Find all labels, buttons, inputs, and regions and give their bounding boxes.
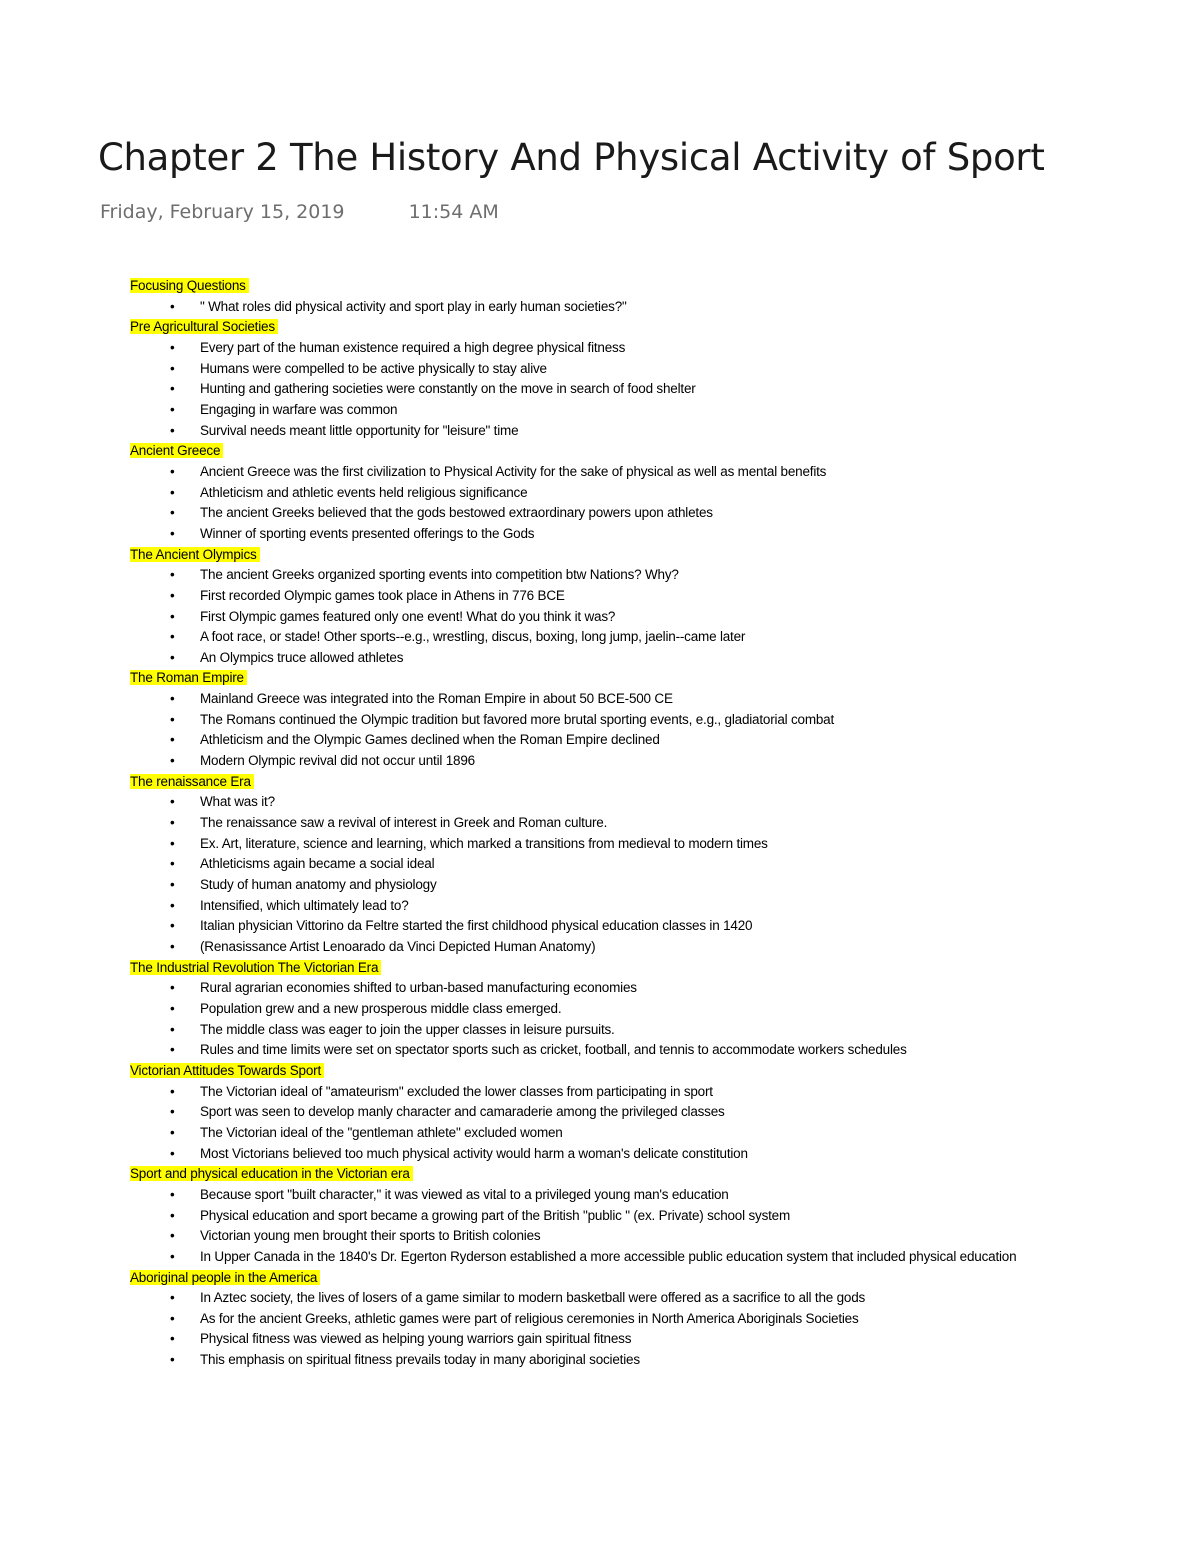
- list-item: • First Olympic games featured only one event! What do you think it was?: [130, 607, 1130, 628]
- bullet-list: [130, 1288, 1130, 1371]
- list-item: • Humans were compelled to be active physically to stay alive: [130, 359, 1130, 380]
- list-item: • Rules and time limits were set on spectator sports such as cricket, football, and tennis to accommodate workers schedules: [130, 1040, 1130, 1061]
- section-heading: The Ancient Olympics: [130, 547, 260, 562]
- list-item: • Ex. Art, literature, science and learning, which marked a transitions from medieval to modern times: [130, 834, 1130, 855]
- section-heading: Ancient Greece: [130, 443, 223, 458]
- section-pre-agricultural-societies: [130, 317, 1130, 441]
- list-item: • The ancient Greeks believed that the gods bestowed extraordinary powers upon athletes: [130, 503, 1130, 524]
- list-item: • Winner of sporting events presented offerings to the Gods: [130, 524, 1130, 545]
- section-heading: Pre Agricultural Societies: [130, 319, 278, 334]
- list-item: • The renaissance saw a revival of interest in Greek and Roman culture.: [130, 813, 1130, 834]
- page-title: Chapter 2 The History And Physical Activity of Sport: [98, 136, 1045, 179]
- list-item: • Victorian young men brought their sports to British colonies: [130, 1226, 1130, 1247]
- section-focusing-questions: [130, 276, 1130, 317]
- section-renaissance-era: [130, 772, 1130, 958]
- list-item: • Sport was seen to develop manly character and camaraderie among the privileged classes: [130, 1102, 1130, 1123]
- list-item: • First recorded Olympic games took place in Athens in 776 BCE: [130, 586, 1130, 607]
- list-item: • A foot race, or stade! Other sports--e.g., wrestling, discus, boxing, long jump, jaelin--came later: [130, 627, 1130, 648]
- bullet-list: [130, 978, 1130, 1061]
- section-heading: Aboriginal people in the America: [130, 1270, 320, 1285]
- section-industrial-revolution: [130, 958, 1130, 1061]
- section-heading: Victorian Attitudes Towards Sport: [130, 1063, 324, 1078]
- section-victorian-attitudes: [130, 1061, 1130, 1164]
- section-ancient-olympics: [130, 545, 1130, 669]
- section-aboriginal-people: [130, 1268, 1130, 1371]
- list-item: • Population grew and a new prosperous middle class emerged.: [130, 999, 1130, 1020]
- list-item: • Athleticism and athletic events held religious significance: [130, 483, 1130, 504]
- list-item: • Survival needs meant little opportunity for "leisure" time: [130, 421, 1130, 442]
- list-item: • This emphasis on spiritual fitness prevails today in many aboriginal societies: [130, 1350, 1130, 1371]
- list-item: • Because sport "built character," it was viewed as vital to a privileged young man's education: [130, 1185, 1130, 1206]
- bullet-list: [130, 338, 1130, 441]
- list-item: • Most Victorians believed too much physical activity would harm a woman's delicate constitution: [130, 1144, 1130, 1165]
- list-item: • Intensified, which ultimately lead to?: [130, 896, 1130, 917]
- list-item: • Athleticisms again became a social ideal: [130, 854, 1130, 875]
- list-item: • (Renasissance Artist Lenoarado da Vinci Depicted Human Anatomy): [130, 937, 1130, 958]
- bullet-list: [130, 1082, 1130, 1165]
- section-ancient-greece: [130, 441, 1130, 544]
- section-heading: Sport and physical education in the Victorian era: [130, 1166, 413, 1181]
- list-item: • Modern Olympic revival did not occur until 1896: [130, 751, 1130, 772]
- list-item: • The Romans continued the Olympic tradition but favored more brutal sporting events, e.g., gladiatorial combat: [130, 710, 1130, 731]
- list-item: • Physical education and sport became a growing part of the British "public " (ex. Private) school system: [130, 1206, 1130, 1227]
- list-item: • The ancient Greeks organized sporting events into competition btw Nations? Why?: [130, 565, 1130, 586]
- note-body: [130, 276, 1130, 1371]
- section-roman-empire: [130, 668, 1130, 771]
- list-item: • Mainland Greece was integrated into the Roman Empire in about 50 BCE-500 CE: [130, 689, 1130, 710]
- list-item: • Study of human anatomy and physiology: [130, 875, 1130, 896]
- section-victorian-physical-education: [130, 1164, 1130, 1267]
- bullet-list: [130, 297, 1130, 318]
- section-heading: The renaissance Era: [130, 774, 254, 789]
- list-item: • Physical fitness was viewed as helping young warriors gain spiritual fitness: [130, 1329, 1130, 1350]
- list-item: • " What roles did physical activity and sport play in early human societies?": [130, 297, 1130, 318]
- list-item: • Rural agrarian economies shifted to urban-based manufacturing economies: [130, 978, 1130, 999]
- section-heading: The Roman Empire: [130, 670, 247, 685]
- list-item: • Hunting and gathering societies were constantly on the move in search of food shelter: [130, 379, 1130, 400]
- list-item: • Italian physician Vittorino da Feltre started the first childhood physical education classes in 1420: [130, 916, 1130, 937]
- list-item: • The Victorian ideal of the "gentleman athlete" excluded women: [130, 1123, 1130, 1144]
- section-heading: Focusing Questions: [130, 278, 249, 293]
- list-item: • The middle class was eager to join the upper classes in leisure pursuits.: [130, 1020, 1130, 1041]
- list-item: • The Victorian ideal of "amateurism" excluded the lower classes from participating in sport: [130, 1082, 1130, 1103]
- list-item: • As for the ancient Greeks, athletic games were part of religious ceremonies in North America Aboriginals Societies: [130, 1309, 1130, 1330]
- list-item: • In Upper Canada in the 1840's Dr. Egerton Ryderson established a more accessible public education system that included physical education: [130, 1247, 1130, 1268]
- note-timestamp: [100, 201, 499, 223]
- section-heading: The Industrial Revolution The Victorian Era: [130, 960, 381, 975]
- bullet-list: [130, 565, 1130, 668]
- list-item: • Engaging in warfare was common: [130, 400, 1130, 421]
- bullet-list: [130, 462, 1130, 545]
- note-time: 11:54 AM: [408, 201, 499, 223]
- bullet-list: [130, 792, 1130, 957]
- list-item: • An Olympics truce allowed athletes: [130, 648, 1130, 669]
- bullet-list: [130, 1185, 1130, 1268]
- list-item: • What was it?: [130, 792, 1130, 813]
- list-item: • In Aztec society, the lives of losers of a game similar to modern basketball were offered as a sacrifice to all the gods: [130, 1288, 1130, 1309]
- bullet-list: [130, 689, 1130, 772]
- list-item: • Ancient Greece was the first civilization to Physical Activity for the sake of physical as well as mental benefits: [130, 462, 1130, 483]
- list-item: • Athleticism and the Olympic Games declined when the Roman Empire declined: [130, 730, 1130, 751]
- note-date: Friday, February 15, 2019: [100, 201, 345, 223]
- list-item: • Every part of the human existence required a high degree physical fitness: [130, 338, 1130, 359]
